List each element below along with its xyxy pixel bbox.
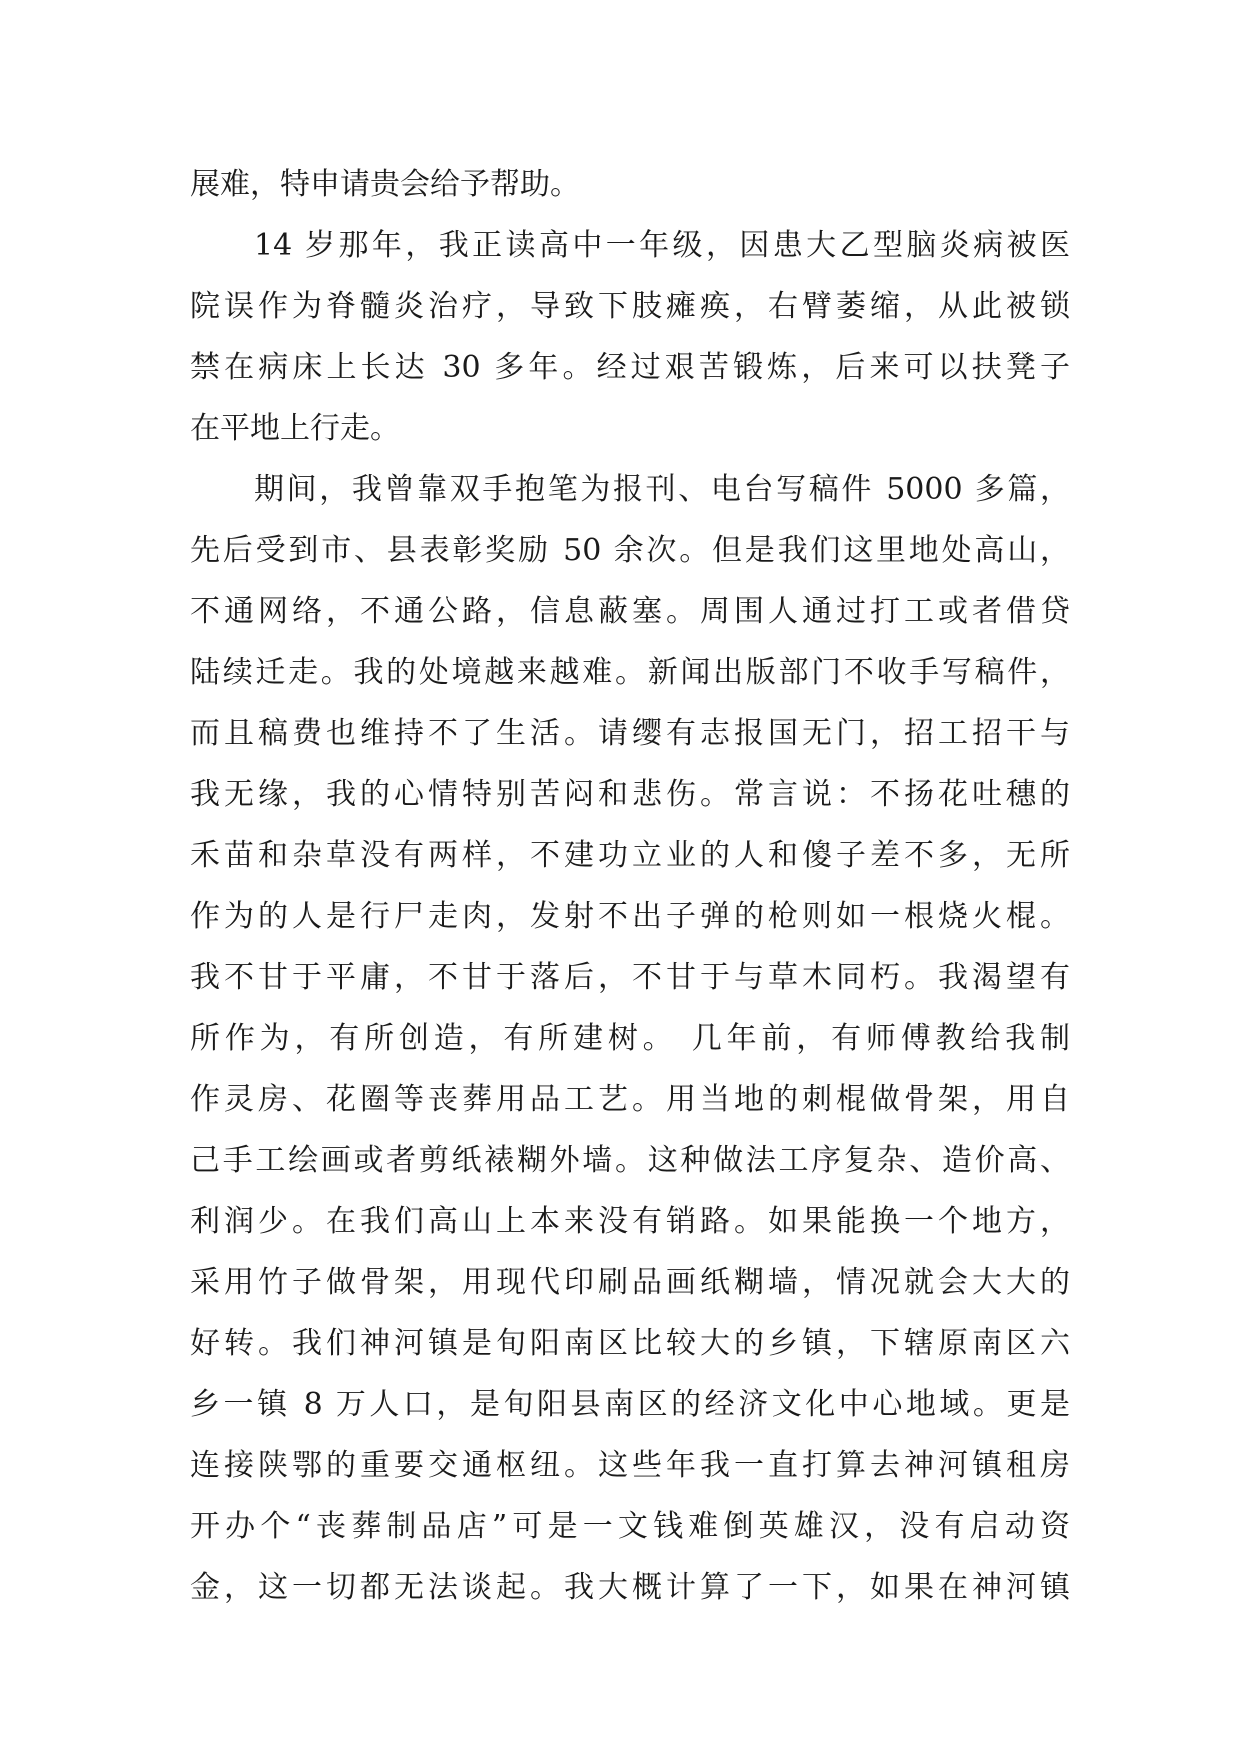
text-line: 陆续迁走。我的处境越来越难。新闻出版部门不收手写稿件， bbox=[190, 655, 1070, 690]
text-line: 而且稿费也维持不了生活。请缨有志报国无门，招工招干与 bbox=[190, 716, 1070, 751]
text-line: 己手工绘画或者剪纸裱糊外墙。这种做法工序复杂、造价高、 bbox=[190, 1143, 1070, 1178]
text-line: 禾苗和杂草没有两样，不建功立业的人和傻子差不多，无所 bbox=[190, 838, 1070, 873]
text-line: 禁在病床上长达 30 多年。经过艰苦锻炼，后来可以扶凳子 bbox=[190, 350, 1070, 385]
text-line: 作为的人是行尸走肉，发射不出子弹的枪则如一根烧火棍。 bbox=[190, 899, 1070, 934]
text-line: 作灵房、花圈等丧葬用品工艺。用当地的刺棍做骨架，用自 bbox=[190, 1082, 1070, 1117]
text-line: 先后受到市、县表彰奖励 50 余次。但是我们这里地处高山， bbox=[190, 533, 1070, 568]
text-line: 开办个“丧葬制品店”可是一文钱难倒英雄汉，没有启动资 bbox=[190, 1509, 1070, 1544]
text-line: 我不甘于平庸，不甘于落后，不甘于与草木同朽。我渴望有 bbox=[190, 960, 1070, 995]
text-line: 不通网络，不通公路，信息蔽塞。周围人通过打工或者借贷 bbox=[190, 594, 1070, 629]
text-line: 在平地上行走。 bbox=[190, 411, 400, 446]
text-line: 金，这一切都无法谈起。我大概计算了一下，如果在神河镇 bbox=[190, 1570, 1070, 1605]
text-line: 所作为，有所创造，有所建树。 几年前，有师傅教给我制 bbox=[190, 1021, 1070, 1056]
body-text bbox=[190, 154, 1070, 1618]
text-line: 乡一镇 8 万人口，是旬阳县南区的经济文化中心地域。更是 bbox=[190, 1387, 1070, 1422]
text-line: 好转。我们神河镇是旬阳南区比较大的乡镇，下辖原南区六 bbox=[190, 1326, 1070, 1361]
text-line: 采用竹子做骨架，用现代印刷品画纸糊墙，情况就会大大的 bbox=[190, 1265, 1070, 1300]
text-line: 利润少。在我们高山上本来没有销路。如果能换一个地方， bbox=[190, 1204, 1070, 1239]
text-line: 展难，特申请贵会给予帮助。 bbox=[190, 167, 580, 202]
text-line: 连接陕鄂的重要交通枢纽。这些年我一直打算去神河镇租房 bbox=[190, 1448, 1070, 1483]
paragraph-start-line: 14 岁那年，我正读高中一年级，因患大乙型脑炎病被医 bbox=[254, 228, 1070, 263]
text-line: 院误作为脊髓炎治疗，导致下肢瘫痪，右臂萎缩，从此被锁 bbox=[190, 289, 1070, 324]
text-line: 我无缘，我的心情特别苦闷和悲伤。常言说：不扬花吐穗的 bbox=[190, 777, 1070, 812]
paragraph-start-line: 期间，我曾靠双手抱笔为报刊、电台写稿件 5000 多篇， bbox=[254, 472, 1070, 507]
